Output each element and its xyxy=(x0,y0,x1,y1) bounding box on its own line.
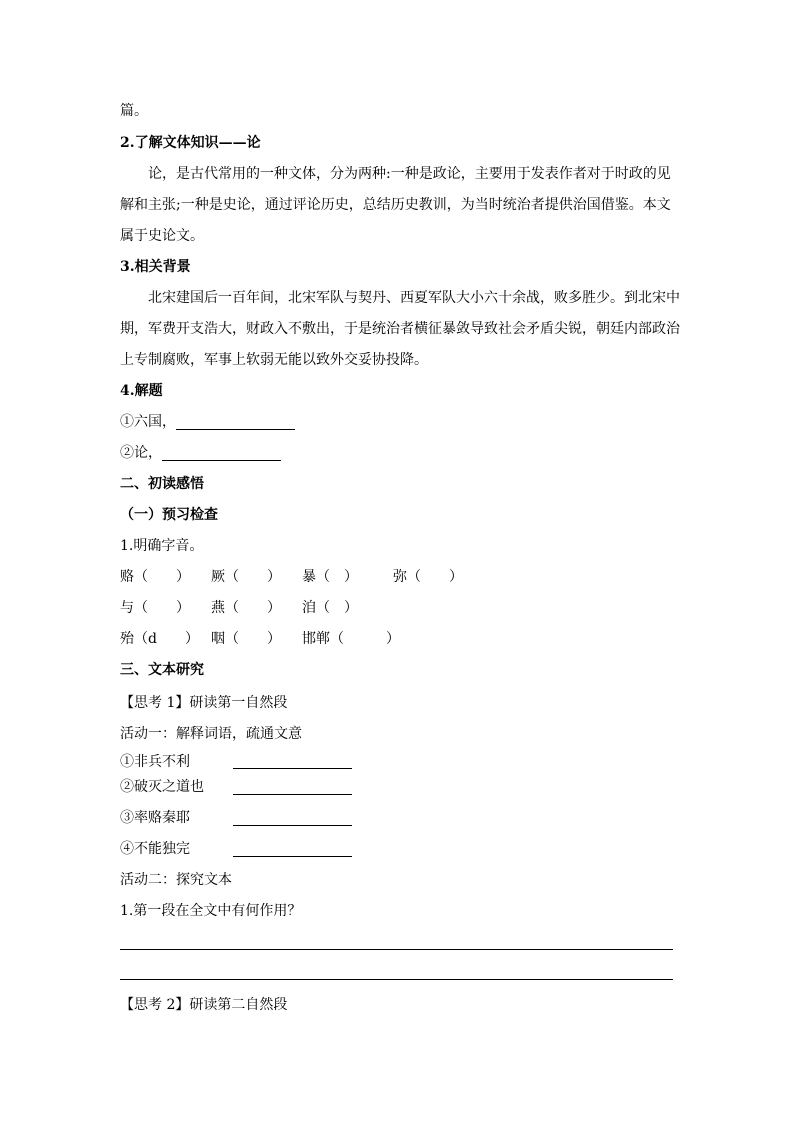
section-3-paragraph-line-1: 北宋建国后一百年间，北宋军队与契丹、西夏军队大小六十余战，败多胜少。到北宋中 xyxy=(148,290,680,306)
pronunciation-cell[interactable]: 暴（ ） xyxy=(302,569,358,585)
section-3-paragraph-line-3: 上专制腐败，军事上软弱无能以致外交妥协投降。 xyxy=(120,352,428,368)
part-3-heading: 三、文本研究 xyxy=(120,662,204,678)
pronunciation-cell[interactable]: 邯郸（ ） xyxy=(302,631,400,647)
continued-text: 篇。 xyxy=(120,103,148,119)
activity-1-heading: 活动一：解释词语，疏通文意 xyxy=(120,726,302,742)
section-2-heading: 2.了解文体知识——论 xyxy=(120,135,261,151)
section-2-paragraph-line-1: 论，是古代常用的一种文体，分为两种:一种是政论，主要用于发表作者对于时政的见 xyxy=(148,166,671,182)
part-2-heading: 二、初读感悟 xyxy=(120,476,204,492)
part-2-subheading: （一）预习检查 xyxy=(120,507,218,523)
pronunciation-cell[interactable]: 洎（ ） xyxy=(302,600,358,616)
explain-item-2-blank[interactable] xyxy=(162,460,281,461)
explain-item-2-label: ②论， xyxy=(120,445,162,461)
pronunciation-cell[interactable]: 弥（ ） xyxy=(393,569,463,585)
answer-line[interactable] xyxy=(120,979,673,980)
explain-item-1-blank[interactable] xyxy=(176,429,295,430)
word-item-label: ②破灭之道也 xyxy=(120,779,204,795)
section-2-paragraph-line-3: 属于史论文。 xyxy=(120,228,204,244)
section-2-paragraph-line-2: 解和主张;一种是史论，通过评论历史，总结历史教训，为当时统治者提供治国借鉴。本文 xyxy=(120,197,671,213)
pronunciation-cell[interactable]: 殆（d ） xyxy=(120,631,199,647)
word-item-blank[interactable] xyxy=(233,856,352,857)
word-item-blank[interactable] xyxy=(233,825,352,826)
pronunciation-cell[interactable]: 赂（ ） xyxy=(120,569,190,585)
activity-2-question-1: 1.第一段在全文中有何作用？ xyxy=(120,903,302,919)
pronunciation-question: 1.明确字音。 xyxy=(120,538,204,554)
pronunciation-cell[interactable]: 咽（ ） xyxy=(211,631,281,647)
explain-item-1-label: ①六国， xyxy=(120,414,176,430)
pronunciation-cell[interactable]: 与（ ） xyxy=(120,600,190,616)
word-item-label: ④不能独完 xyxy=(120,841,190,857)
pronunciation-cell[interactable]: 燕（ ） xyxy=(211,600,281,616)
section-4-heading: 4.解题 xyxy=(120,383,163,399)
explain-item-1 xyxy=(120,412,176,432)
think-1-heading: 【思考 1】研读第一自然段 xyxy=(120,695,288,711)
section-3-heading: 3.相关背景 xyxy=(120,259,191,275)
pronunciation-cell[interactable]: 厥（ ） xyxy=(211,569,281,585)
word-item-blank[interactable] xyxy=(233,794,352,795)
word-item-label: ①非兵不利 xyxy=(120,754,190,770)
answer-line[interactable] xyxy=(120,949,673,950)
word-item-label: ③率赂秦耶 xyxy=(120,810,190,826)
think-2-heading: 【思考 2】研读第二自然段 xyxy=(120,997,288,1013)
section-3-paragraph-line-2: 期，军费开支浩大，财政入不敷出，于是统治者横征暴敛导致社会矛盾尖锐，朝廷内部政治 xyxy=(120,321,680,337)
activity-2-heading: 活动二：探究文本 xyxy=(120,872,232,888)
explain-item-2 xyxy=(120,443,162,463)
word-item-blank[interactable] xyxy=(233,768,352,769)
